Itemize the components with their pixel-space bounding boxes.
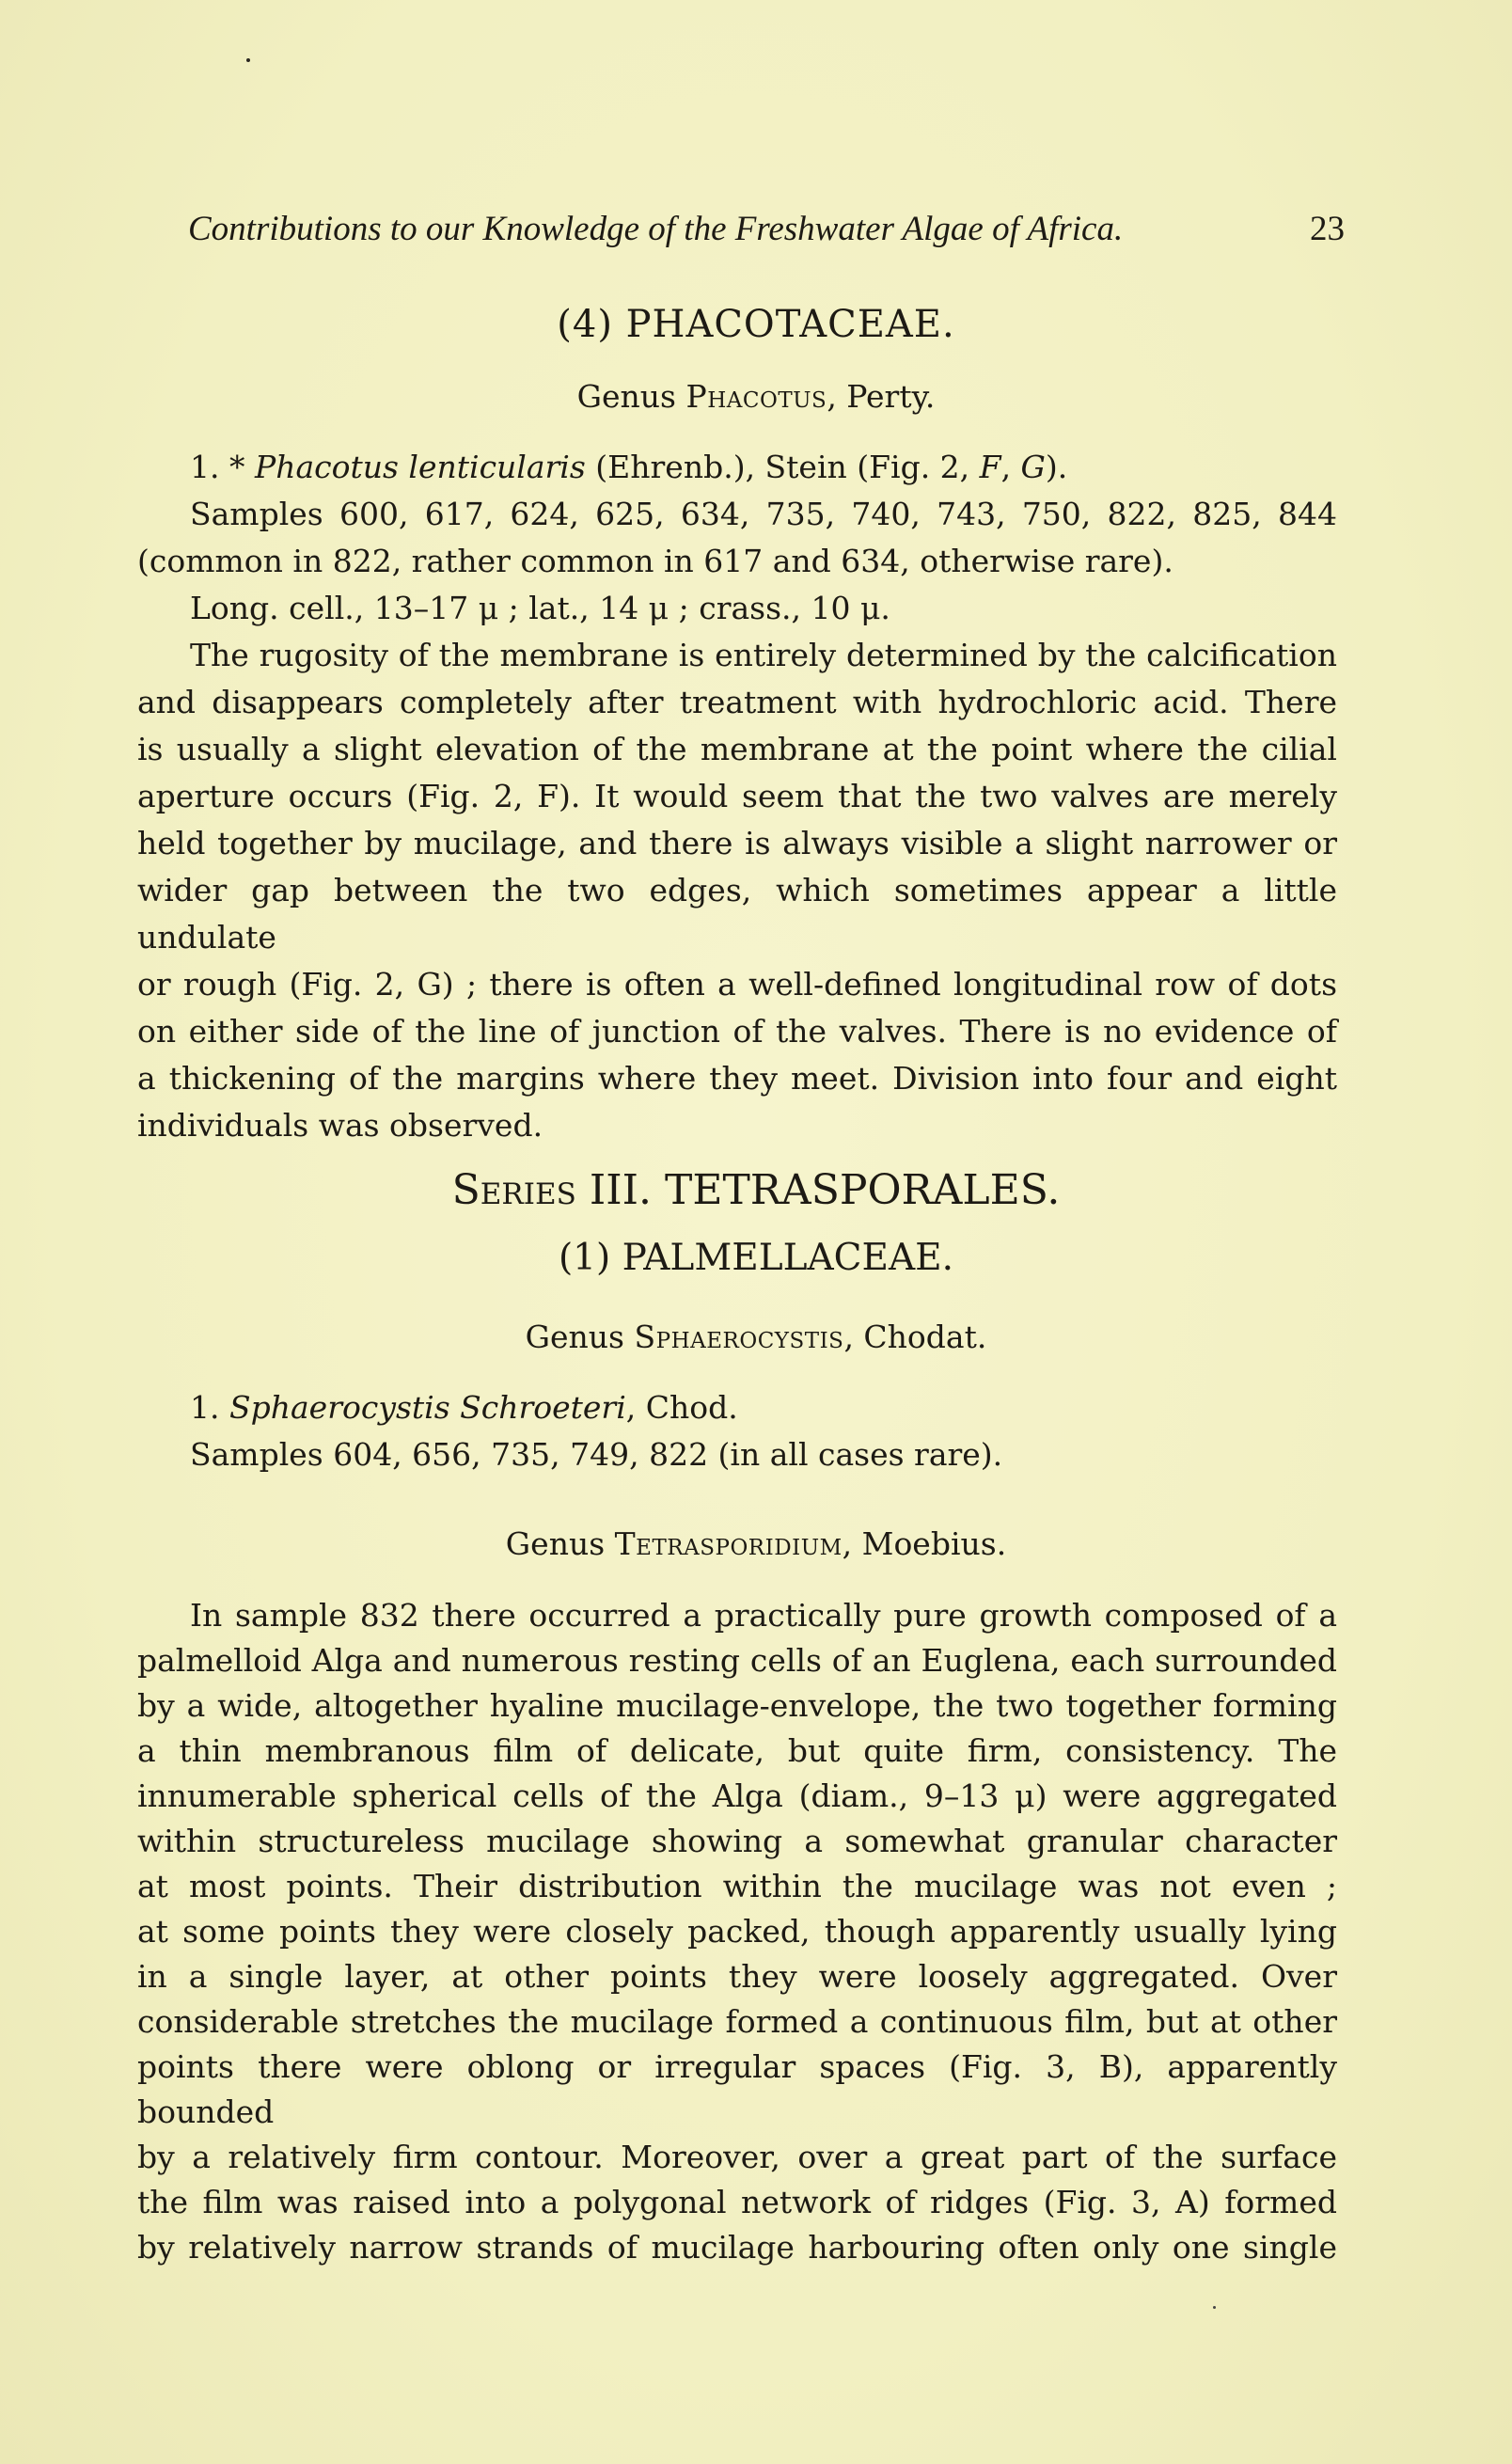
genus-author: , Perty. [827, 378, 936, 415]
paragraph-line: innumerable spherical cells of the Alga (diam., 9–13 μ) were aggregated [137, 1777, 1337, 1814]
page-number: 23 [1310, 210, 1345, 248]
genus-label: Genus [576, 378, 676, 415]
paragraph-line: held together by mucilage, and there is always visible a slight narrower or [137, 825, 1337, 861]
paragraph-line: considerable stretches the mucilage formed a continuous film, but at other [137, 2003, 1337, 2040]
paragraph-line: wider gap between the two edges, which sometimes appear a little undulate [137, 872, 1337, 956]
species-line [137, 1384, 1337, 1431]
paragraph-line: and disappears completely after treatment with hydrochloric acid. There [137, 684, 1337, 720]
figure-ref-sep: , [1000, 449, 1021, 485]
species-line [137, 444, 1337, 491]
paragraph-line: points there were oblong or irregular spaces (Fig. 3, B), apparently bounded [137, 2048, 1337, 2130]
species-author: , Chod. [625, 1389, 738, 1426]
page-header [188, 209, 1345, 265]
series-title [0, 1166, 1512, 1214]
paragraph-line: by relatively narrow strands of mucilage harbouring often only one single [137, 2229, 1337, 2266]
genus-author: , Chodat. [843, 1319, 987, 1355]
paragraph-line: In sample 832 there occurred a practically pure growth composed of a [190, 1597, 1337, 1634]
samples-line: (common in 822, rather common in 617 and 634, otherwise rare). [137, 543, 1173, 579]
measurements-line: Long. cell., 13–17 μ ; lat., 14 μ ; crass., 10 μ. [190, 590, 890, 626]
paragraph-line: the film was raised into a polygonal network of ridges (Fig. 3, A) formed [137, 2184, 1337, 2220]
paragraph-line: within structureless mucilage showing a somewhat granular character [137, 1823, 1337, 1859]
genus-heading-phacotus [0, 378, 1512, 415]
genus-author: , Moebius. [842, 1525, 1007, 1562]
figure-ref-f: F [979, 449, 1001, 485]
section-title-phacotaceae: (4) PHACOTACEAE. [557, 303, 955, 346]
genus-name: Phacotus [685, 378, 827, 415]
paragraph-line: a thin membranous film of delicate, but quite firm, consistency. The [137, 1732, 1337, 1769]
figure-ref-g: G [1020, 449, 1046, 485]
paragraph-line: in a single layer, at other points they were loosely aggregated. Over [137, 1958, 1337, 1995]
species-number: 1. [190, 449, 220, 485]
print-speck [246, 58, 250, 62]
genus-name: Tetrasporidium [614, 1525, 843, 1562]
running-head: Contributions to our Knowledge of the Freshwater Algae of Africa. [188, 210, 1124, 248]
print-speck [1213, 2306, 1216, 2309]
paragraph-line: individuals was observed. [137, 1107, 543, 1144]
paragraph-line: by a relatively firm contour. Moreover, over a great part of the surface [137, 2139, 1337, 2175]
species-name: Phacotus lenticularis [255, 449, 586, 485]
species-marker: * [229, 449, 245, 485]
paragraph-line: The rugosity of the membrane is entirely determined by the calcification [190, 637, 1337, 673]
paragraph-line: is usually a slight elevation of the membrane at the point where the cilial [137, 731, 1337, 767]
paragraph-line: aperture occurs (Fig. 2, F). It would seem that the two valves are merely [137, 778, 1337, 814]
figure-ref-end: ). [1045, 449, 1068, 485]
genus-heading-sphaerocystis [0, 1319, 1512, 1355]
species-number: 1. [190, 1389, 220, 1426]
phacotus-entry [137, 444, 1337, 1149]
series-name: III. TETRASPORALES. [575, 1166, 1061, 1214]
samples-line: Samples 600, 617, 624, 625, 634, 735, 740, 743, 750, 822, 825, 844 [190, 496, 1337, 532]
samples-line: Samples 604, 656, 735, 749, 822 (in all cases rare). [190, 1436, 1003, 1473]
paragraph-line: at most points. Their distribution within the mucilage was not even ; [137, 1868, 1337, 1904]
species-name: Sphaerocystis Schroeteri [229, 1389, 626, 1426]
sphaerocystis-entry [137, 1384, 1337, 1478]
section-title-palmellaceae: (1) PALMELLACEAE. [558, 1237, 954, 1279]
species-author: (Ehrenb.), Stein (Fig. 2, [585, 449, 980, 485]
series-prefix: Series [451, 1166, 576, 1214]
paragraph-line: on either side of the line of junction of the valves. There is no evidence of [137, 1013, 1337, 1050]
genus-heading-tetrasporidium [0, 1525, 1512, 1562]
paragraph-line: by a wide, altogether hyaline mucilage-envelope, the two together forming [137, 1687, 1337, 1724]
paragraph-line: at some points they were closely packed, though apparently usually lying [137, 1913, 1337, 1950]
tetrasporidium-paragraph [137, 1593, 1337, 2270]
genus-label: Genus [505, 1525, 606, 1562]
paragraph-line: a thickening of the margins where they meet. Division into four and eight [137, 1060, 1337, 1097]
paragraph-line: palmelloid Alga and numerous resting cells of an Euglena, each surrounded [137, 1642, 1337, 1679]
genus-label: Genus [525, 1319, 624, 1355]
paragraph-line: or rough (Fig. 2, G) ; there is often a well-defined longitudinal row of dots [137, 966, 1337, 1003]
genus-name: Sphaerocystis [634, 1319, 844, 1355]
